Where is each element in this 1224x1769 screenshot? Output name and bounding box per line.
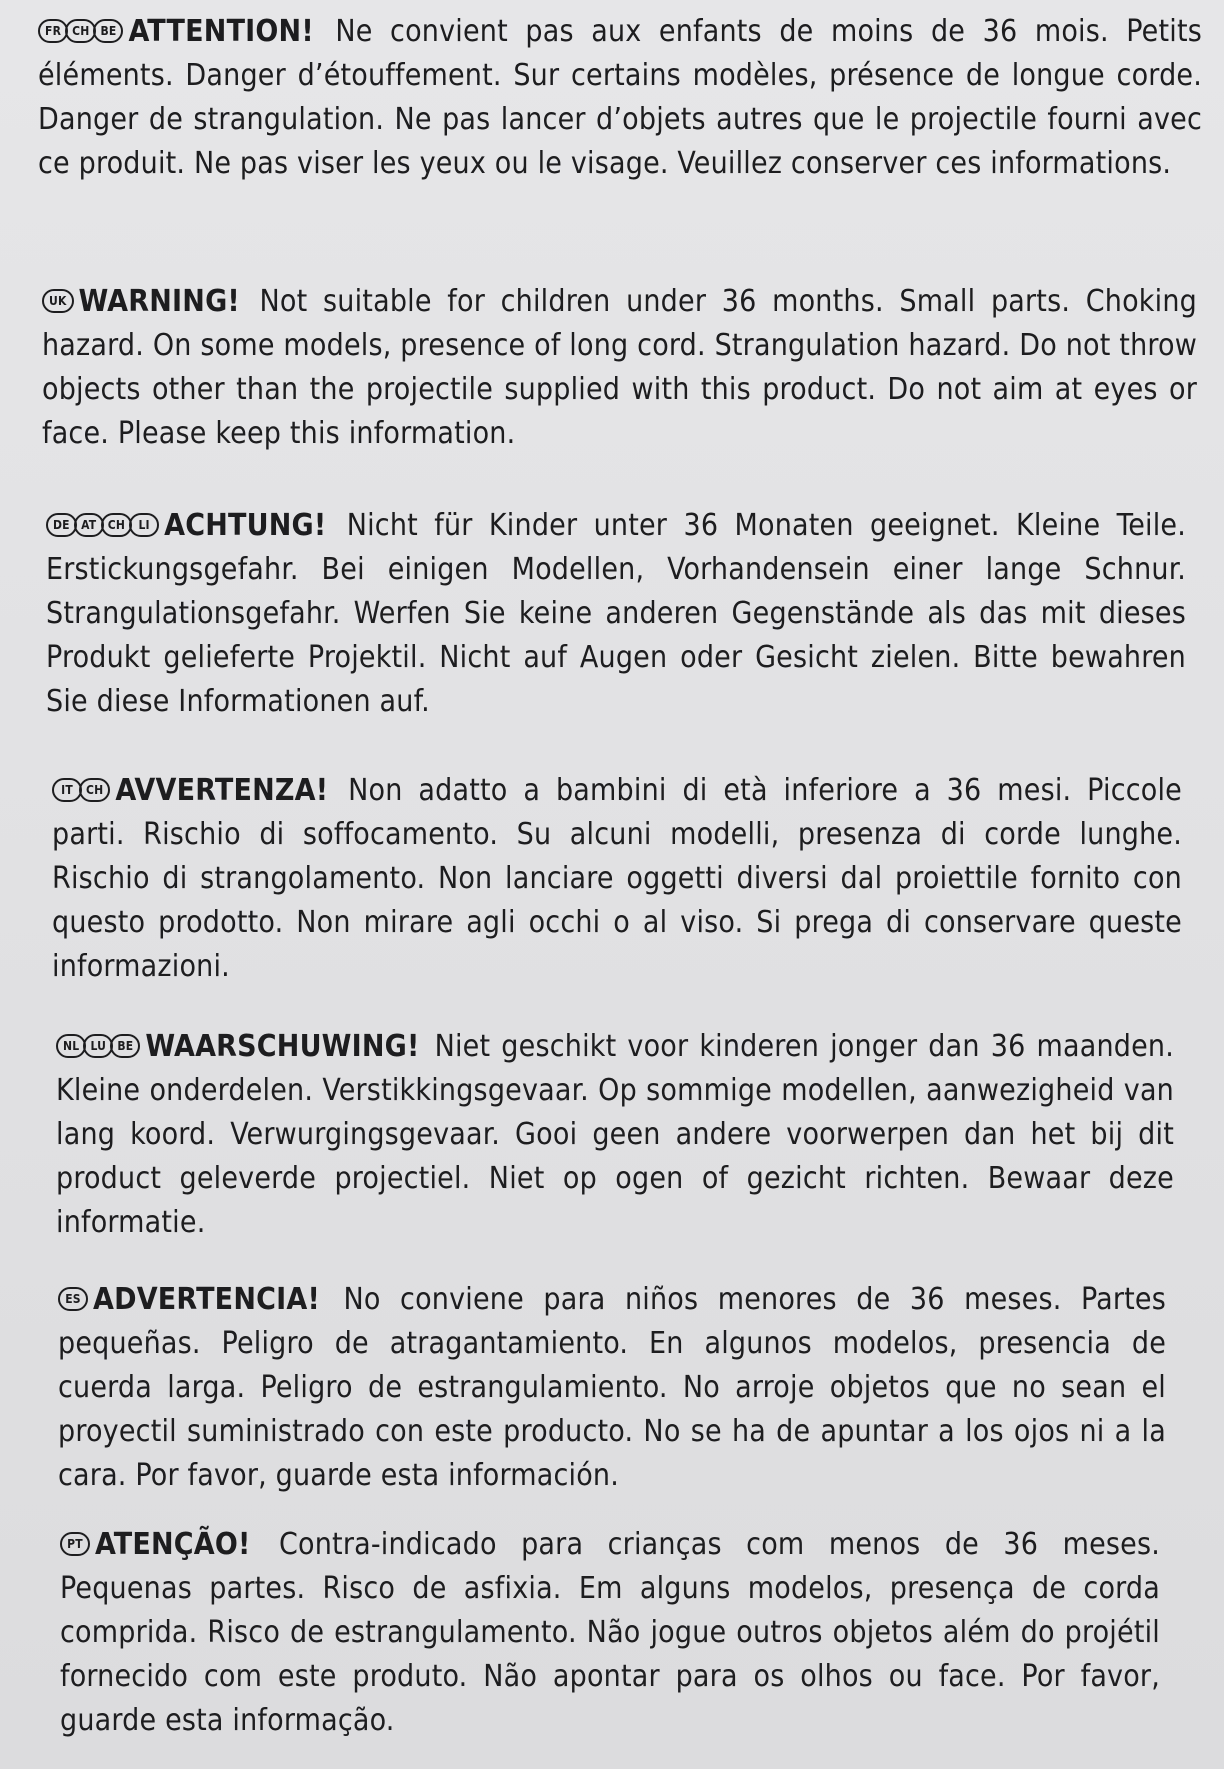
warning-section-pt xyxy=(60,1521,1160,1743)
country-code-badge: AT xyxy=(74,513,104,537)
country-code-badge: LU xyxy=(83,1034,113,1058)
warning-text: Nicht für Kinder unter 36 Monaten geeignet. Kleine Teile. Erstickungsgefahr. Bei einigen Modellen, Vorhandensein einer lange Schnur. Strangulationsgefahr. Werfen Sie keine anderen Gegenstände als das mit dieses Produkt gelieferte Projektil. Nicht auf Augen oder Gesicht zielen. Bitte bewahren Sie diese Informationen auf. xyxy=(46,508,1186,719)
country-code-badge: IT xyxy=(52,778,82,802)
warning-section-fr xyxy=(38,8,1202,186)
country-code-badge: ES xyxy=(58,1287,88,1311)
warning-heading: WARNING! xyxy=(78,284,240,319)
country-code-badge: LI xyxy=(129,513,159,537)
country-codes xyxy=(58,1276,85,1320)
warning-heading: ACHTUNG! xyxy=(164,508,327,543)
warning-text: Contra-indicado para crianças com menos de 36 meses. Pequenas partes. Risco de asfixia. Em alguns modelos, presença de corda comprida. Risco de estrangulamento. Não jogue outros objetos além do projétil fornecido com este produto. Não apontar para os olhos ou face. Por favor, guarde esta informação. xyxy=(60,1527,1160,1738)
warning-heading: ATENÇÃO! xyxy=(95,1527,251,1562)
warning-heading: WAARSCHUWING! xyxy=(145,1029,420,1064)
country-codes xyxy=(42,278,71,322)
country-code-badge: CH xyxy=(101,513,132,537)
warning-text: No conviene para niños menores de 36 meses. Partes pequeñas. Peligro de atragantamiento. En algunos modelos, presencia de cuerda larga. Peligro de estrangulamiento. No arroje objetos que no sean el proyectil suministrado con este producto. No se ha de apuntar a los ojos ni a la cara. Por favor, guarde esta información. xyxy=(58,1282,1167,1493)
country-code-badge: CH xyxy=(65,19,96,43)
warning-section-uk xyxy=(42,278,1197,456)
country-code-badge: DE xyxy=(46,513,77,537)
warning-heading: AVVERTENZA! xyxy=(115,773,329,808)
country-code-badge: UK xyxy=(42,289,74,313)
warning-text: Niet geschikt voor kinderen jonger dan 36 maanden. Kleine onderdelen. Verstikkingsgevaar. Op sommige modellen, aanwezigheid van lang koord. Verwurgingsgevaar. Gooi geen andere voorwerpen dan het bij dit product geleverde projectiel. Niet op ogen of gezicht richten. Bewaar deze informatie. xyxy=(56,1029,1174,1240)
country-code-badge: CH xyxy=(79,778,110,802)
warning-section-nl xyxy=(56,1023,1174,1245)
warning-text: Not suitable for children under 36 months. Small parts. Choking hazard. On some models, presence of long cord. Strangulation hazard. Do not throw objects other than the projectile supplied with this product. Do not aim at eyes or face. Please keep this information. xyxy=(42,284,1197,451)
country-codes xyxy=(56,1023,137,1067)
country-code-badge: PT xyxy=(60,1532,90,1556)
warning-heading: ADVERTENCIA! xyxy=(93,1282,320,1317)
warning-section-it xyxy=(52,767,1182,989)
country-codes xyxy=(52,767,107,811)
country-codes xyxy=(60,1521,87,1565)
country-codes xyxy=(46,502,156,546)
country-code-badge: BE xyxy=(110,1034,140,1058)
country-codes xyxy=(38,8,120,52)
warning-text: Ne convient pas aux enfants de moins de 36 mois. Petits éléments. Danger d’étouffement. Sur certains modèles, présence de longue corde. Danger de strangulation. Ne pas lancer d’objets autres que le projectile fourni avec ce produit. Ne pas viser les yeux ou le visage. Veuillez conserver ces informations. xyxy=(38,14,1202,181)
country-code-badge: NL xyxy=(56,1034,86,1058)
country-code-badge: FR xyxy=(38,19,68,43)
warning-heading: ATTENTION! xyxy=(128,14,314,49)
country-code-badge: BE xyxy=(93,19,123,43)
warning-section-de xyxy=(46,502,1186,724)
warning-section-es xyxy=(58,1276,1166,1498)
warning-text: Non adatto a bambini di età inferiore a 36 mesi. Piccole parti. Rischio di soffocamento. Su alcuni modelli, presenza di corde lunghe. Rischio di strangolamento. Non lanciare oggetti diversi dal proiettile fornito con questo prodotto. Non mirare agli occhi o al viso. Si prega di conservare queste informazioni. xyxy=(52,773,1182,984)
